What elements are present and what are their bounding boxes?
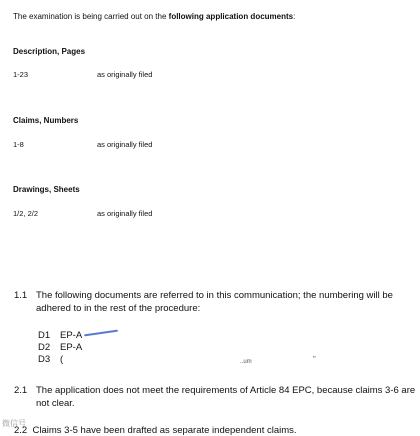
intro-prefix: The examination is being carried out on the bbox=[13, 12, 169, 21]
d3-title-fragment: ..um bbox=[240, 359, 252, 365]
description-status: as originally filed bbox=[97, 70, 153, 79]
paragraph-1-1 bbox=[14, 289, 418, 315]
cited-documents-list bbox=[38, 330, 82, 366]
paragraph-2-2 bbox=[14, 425, 297, 436]
claims-numbers: 1-8 bbox=[13, 140, 24, 149]
document-ref: EP-A bbox=[60, 342, 83, 353]
paragraph-2-1 bbox=[14, 384, 418, 410]
paragraph-number: 2.1 bbox=[14, 385, 28, 396]
intro-bold: following application documents bbox=[168, 12, 294, 21]
d3-closing-quote: ” bbox=[313, 355, 316, 364]
document-d1 bbox=[38, 330, 82, 342]
document-d3 bbox=[38, 354, 82, 366]
document-ref: EP-A bbox=[60, 330, 83, 341]
intro-suffix: : bbox=[293, 12, 296, 21]
document-d2 bbox=[38, 342, 82, 354]
redaction-stroke bbox=[84, 330, 118, 336]
paragraph-text: The following documents are referred to in this communication; the numbering will be adhered to in the rest of the procedure: bbox=[36, 290, 393, 314]
paragraph-text: The application does not meet the requirements of Article 84 EPC, because claims 3-6 are not clear. bbox=[36, 385, 416, 409]
paragraph-text: Claims 3-5 have been drafted as separate independent claims. bbox=[32, 425, 297, 436]
section-heading-claims: Claims, Numbers bbox=[13, 116, 79, 125]
document-id: D2 bbox=[38, 342, 51, 353]
document-id: D1 bbox=[38, 330, 51, 341]
section-heading-drawings: Drawings, Sheets bbox=[13, 185, 80, 194]
section-heading-description: Description, Pages bbox=[13, 47, 86, 56]
document-id: D3 bbox=[38, 354, 51, 365]
document-ref: ( bbox=[60, 354, 64, 365]
description-pages: 1-23 bbox=[13, 70, 29, 79]
drawings-sheets: 1/2, 2/2 bbox=[13, 209, 39, 218]
claims-status: as originally filed bbox=[97, 140, 153, 149]
intro-line bbox=[13, 12, 295, 21]
drawings-status: as originally filed bbox=[97, 209, 153, 218]
watermark-text: 微信号 bbox=[2, 419, 26, 428]
paragraph-number: 1.1 bbox=[14, 290, 28, 301]
paragraph-number: 2.2 bbox=[14, 425, 28, 436]
